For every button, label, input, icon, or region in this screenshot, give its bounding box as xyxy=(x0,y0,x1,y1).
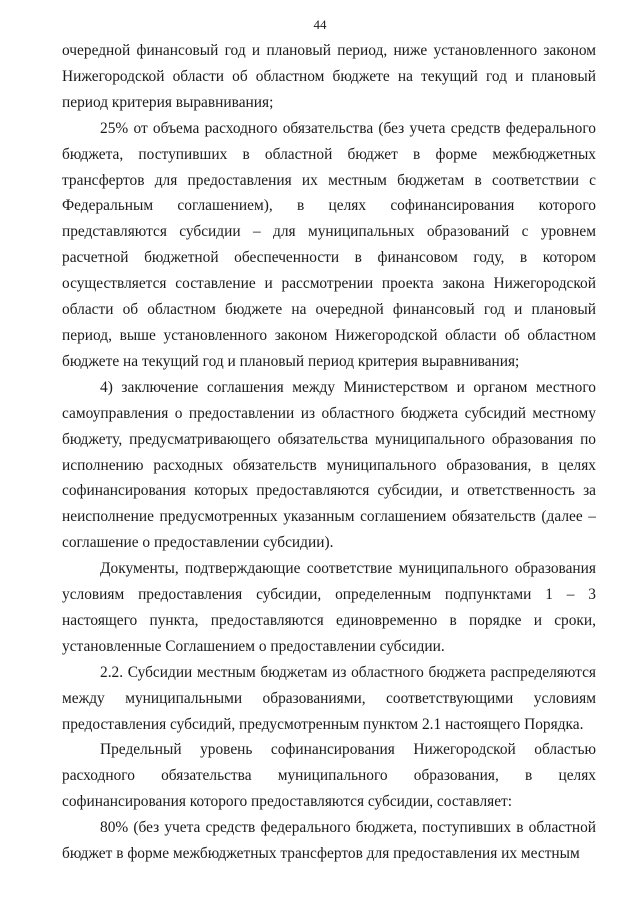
paragraph-documents: Документы, подтверждающие соответствие муниципального образования условиям предоставления субсидии, определенным подпунктами 1 – 3 настоящего пункта, предоставляются единовременно в порядке и сроки, установленные Соглашением о предоставлении субсидии. xyxy=(62,560,596,655)
paragraph-item-4: 4) заключение соглашения между Министерством и органом местного самоуправления о предоставлении из областного бюджета субсидий местному бюджету, предусматривающего обязательства муниципального образования по исполнению расходных обязательств муниципального образования, в целях софинансирования которых предоставляются субсидии, и ответственность за неисполнение предусмотренных указанным соглашением обязательств (далее – соглашение о предоставлении субсидии). xyxy=(62,378,596,552)
paragraph-continuation: очередной финансовый год и плановый период, ниже установленного законом Нижегородской области об областном бюджете на текущий год и плановый период критерия выравнивания; xyxy=(62,42,596,111)
paragraph-25-percent: 25% от объема расходного обязательства (без учета средств федерального бюджета, поступивших в областной бюджет в форме межбюджетных трансфертов для предоставления их местным бюджетам в соответствии с Федеральным соглашением), в целях софинансирования которого представляются субсидии – для муниципальных образований с уровнем расчетной бюджетной обеспеченности в финансовом году, в котором осуществляется составление и рассмотрении проекта закона Нижегородской области об областном бюджете на очередной финансовый год и плановый период, выше установленного законом Нижегородской области об областном бюджете на текущий год и плановый период критерия выравнивания; xyxy=(62,119,596,370)
paragraph-cofinancing-level: Предельный уровень софинансирования Нижегородской областью расходного обязательства муниципального образования, в целях софинансирования которого предоставляются субсидии, составляет: xyxy=(62,741,596,811)
document-body xyxy=(62,38,596,867)
page-number: 44 xyxy=(313,17,327,32)
paragraph-80-percent: 80% (без учета средств федерального бюджета, поступивших в областной бюджет в форме межбюджетных трансфертов для предоставления их местным xyxy=(62,819,596,863)
paragraph-2-2: 2.2. Субсидии местным бюджетам из областного бюджета распределяются между муниципальными образованиями, соответствующими условиям предоставления субсидий, предусмотренным пунктом 2.1 настоящего Порядка. xyxy=(62,663,596,733)
